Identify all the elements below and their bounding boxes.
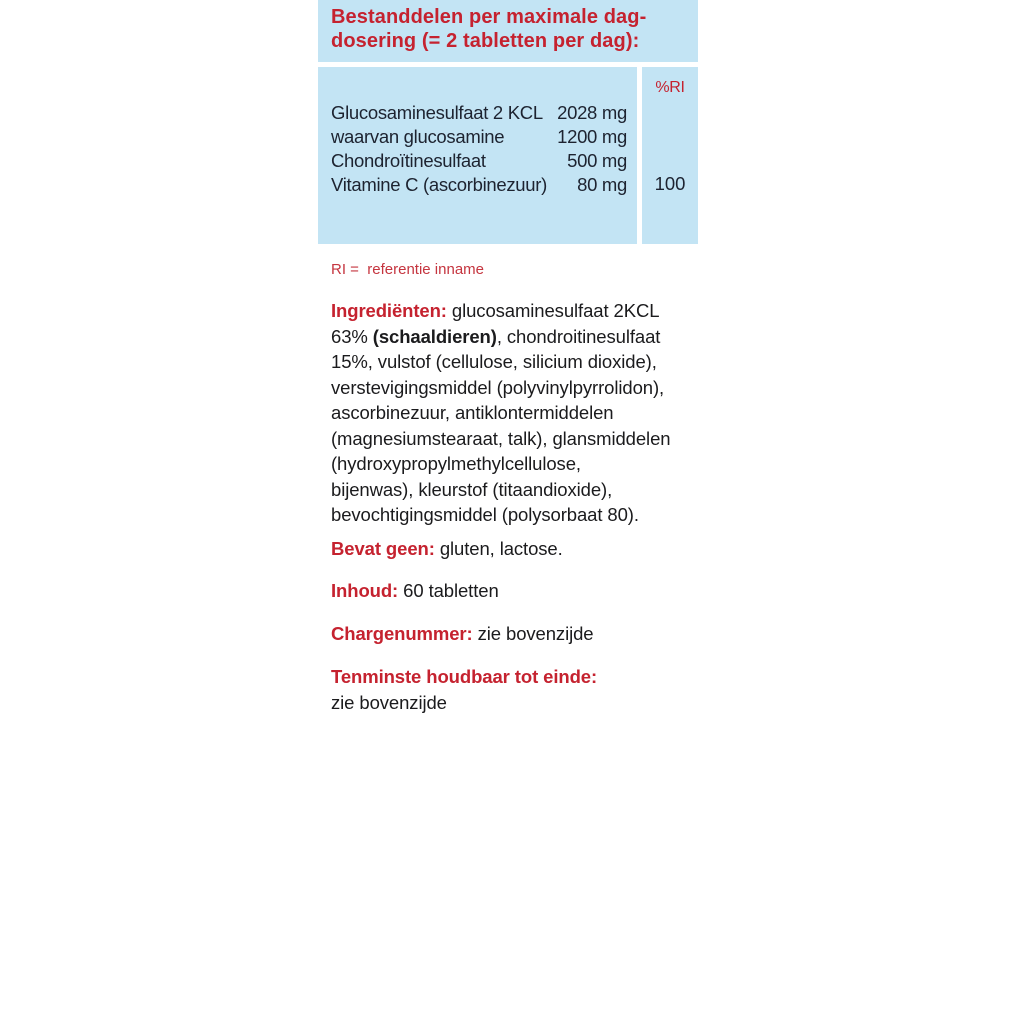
ingredients-line: ascorbinezuur, antiklontermiddelen <box>331 402 614 423</box>
content-label: Inhoud: <box>331 580 399 601</box>
nutrient-name: Chondroïtinesulfaat <box>331 150 486 171</box>
ingredients-line: (hydroxypropylmethylcellulose, <box>331 453 581 474</box>
table-row <box>331 101 627 125</box>
allergen-text: (schaaldieren) <box>372 325 497 347</box>
ingredients-line <box>331 298 670 324</box>
contains-text: gluten, lactose. <box>434 538 563 559</box>
panel-title-line2: dosering (= 2 tabletten per dag): <box>331 30 640 52</box>
nutrient-name: waarvan glucosamine <box>331 126 505 147</box>
ingredients-line: verstevigingsmiddel (polyvinylpyrrolidon), <box>331 376 665 398</box>
ri-column-header: %RI <box>655 79 685 96</box>
batch-label: Chargenummer: <box>331 623 473 644</box>
nutrient-name: Glucosaminesulfaat 2 KCL <box>331 102 543 123</box>
nutrient-column <box>318 67 637 244</box>
ingredients-line: 15%, vulstof (cellulose, silicium dioxide), <box>331 351 657 372</box>
batch-statement <box>331 621 593 647</box>
ingredients-line: (magnesiumstearaat, talk), glansmiddelen <box>331 427 671 449</box>
contains-statement <box>331 536 563 562</box>
nutrient-amount: 80 mg <box>577 174 627 195</box>
ingredients-paragraph <box>331 298 670 528</box>
table-row <box>331 173 627 197</box>
table-row <box>331 125 627 149</box>
content-text: 60 tabletten <box>398 580 499 601</box>
ingredients-text: 63% <box>331 325 373 347</box>
contains-label: Bevat geen: <box>331 538 435 559</box>
ingredients-line <box>331 324 670 350</box>
ingredients-line: bevochtigingsmiddel (polysorbaat 80). <box>331 504 639 525</box>
batch-text: zie bovenzijde <box>472 623 594 644</box>
content-statement <box>331 578 499 604</box>
ri-footnote: RI = referentie inname <box>331 261 484 278</box>
nutrient-amount: 500 mg <box>567 150 627 171</box>
ingredients-line: bijenwas), kleurstof (titaandioxide), <box>331 478 613 500</box>
nutrient-name: Vitamine C (ascorbinezuur) <box>331 174 548 195</box>
panel-title <box>318 0 698 62</box>
composition-panel <box>318 0 698 244</box>
ingredients-text: , chondroitinesulfaat <box>496 325 661 347</box>
expiry-statement <box>331 664 597 715</box>
composition-table <box>318 67 698 244</box>
table-row <box>331 149 627 173</box>
ri-value: 100 <box>654 173 686 194</box>
expiry-text: zie bovenzijde <box>331 691 447 713</box>
nutrient-amount: 2028 mg <box>557 102 627 123</box>
ri-column <box>642 67 698 244</box>
nutrient-amount: 1200 mg <box>557 126 627 147</box>
ingredients-text: glucosaminesulfaat 2KCL <box>446 300 660 321</box>
panel-title-line1: Bestanddelen per maximale dag- <box>331 6 647 28</box>
ingredients-label: Ingrediënten: <box>331 300 447 321</box>
expiry-label: Tenminste houdbaar tot einde: <box>331 666 598 687</box>
